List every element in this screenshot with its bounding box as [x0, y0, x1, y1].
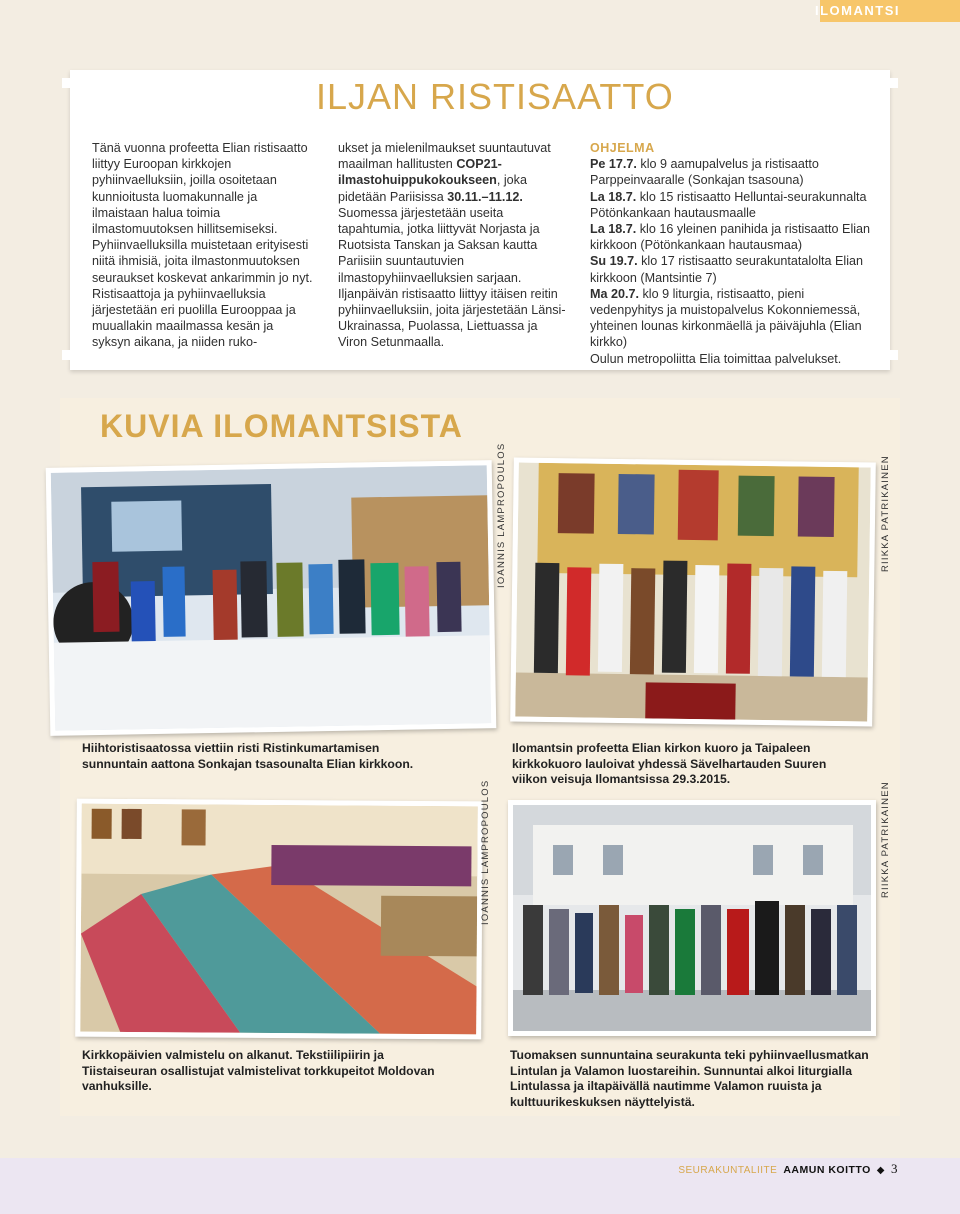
photo-image: [515, 463, 871, 722]
program-heading: OHJELMA: [590, 141, 655, 155]
article-column-1: Tänä vuonna profeetta Elian ristisaatto liittyy Euroopan kirkkojen pyhiinvaelluksiin, joilla osoitetaan kunnioitusta luomakunnalle ja ilmaistaan halua toimia ilmastomuutoksen hillitsemiseksi. Pyhiinvaelluksilla muistetaan erityisesti niitä ihmisiä, joita ilmastonmuutoksen seuraukset koskevat ankarimmin jo nyt. Ristisaattoja ja pyhiinvaelluksia järjestetään eri puolilla Eurooppaa ja muuallakin maailmassa kesän ja syksyn aikana, ja niiden ruko-: [92, 141, 313, 350]
program-day: Su 19.7.: [590, 254, 638, 269]
section-tag: [815, 0, 960, 22]
photo-credit: RIIKKA PATRIKAINEN: [880, 781, 891, 898]
photo-caption: Kirkkopäivien valmistelu on alkanut. Tekstiilipiirin ja Tiistaiseuran osallistujat valmistelivat torkkupeitot Moldovan vanhuksille.: [82, 1048, 435, 1093]
article-text: , joka pidetään Pariisissa: [338, 173, 527, 204]
photo-image: [513, 805, 871, 1031]
program-box: [590, 140, 872, 367]
footer-supplement: SEURAKUNTALIITE: [678, 1165, 778, 1176]
program-text: klo 9 liturgia, ristisaatto, pieni vedenpyhitys ja muistopalvelus Kokonniemessä, yhteinen lounas kirkonmäellä ja päiväjuhla (Elian kirkko): [590, 286, 862, 350]
article-card: [70, 70, 890, 370]
photo-caption: Hiihtoristisaatossa viettiin risti Ristinkumartamisen sunnuntain aattona Sonkajan tsasounalta Elian kirkkoon.: [82, 741, 414, 771]
program-day: La 18.7.: [590, 222, 637, 237]
photo-credit: RIIKKA PATRIKAINEN: [880, 455, 891, 572]
article-title: ILJAN RISTISAATTO: [316, 76, 674, 117]
program-text: klo 15 ristisaatto Helluntai-seurakunnalta Pötönkankaan hautausmaalle: [590, 189, 867, 220]
program-text: klo 9 aamupalvelus ja ristisaatto Parppeinvaaralle (Sonkajan tsasouna): [590, 157, 819, 188]
program-text: klo 16 yleinen panihida ja ristisaatto Elian kirkkoon (Pötönkankaan hautausmaa): [590, 222, 871, 253]
page-number: 3: [891, 1161, 898, 1176]
photo-church-choir: [510, 457, 876, 726]
section-tag-label: ILOMANTSI: [815, 3, 900, 18]
article-column-2: [338, 140, 570, 351]
program-day: Pe 17.7.: [590, 157, 637, 172]
article-emphasis: 30.11.–11.12.: [447, 189, 523, 204]
photo-pilgrimage-group: [508, 800, 876, 1036]
photo-credit: IOANNIS LAMPROPOULOS: [496, 442, 507, 588]
program-item: [590, 189, 872, 221]
card-edge-ornament: [890, 78, 898, 88]
program-item: [590, 221, 872, 253]
footer-line: [678, 1161, 898, 1177]
article-text: Suomessa järjestetään useita tapahtumia, jotka liittyvät Norjasta ja Ruotsista Tanskan ja Saksan kautta Pariisiin suuntautuvien ilmastopyhiinvaelluksien sarjaan. Iljanpäivän ristisaatto liittyy itäisen reitin pyhiinvaelluksiin, joita järjestetään Länsi-Ukrainassa, Puolassa, Liettuassa ja Viron Setunmaalla.: [338, 205, 566, 350]
diamond-icon: ◆: [876, 1165, 885, 1176]
photo-caption: Ilomantsin profeetta Elian kirkon kuoro ja Taipaleen kirkkokuoro lauloivat yhdessä Sävelhartauden Suuren viikon veisuja Ilomantsissa 29.3.2015.: [512, 741, 827, 786]
photo-image: [51, 465, 491, 731]
card-edge-ornament: [62, 78, 70, 88]
photo-image: [80, 804, 478, 1035]
article-emphasis: COP21-ilmastohuippukokoukseen: [338, 157, 502, 188]
program-item: [590, 286, 872, 351]
card-edge-ornament: [890, 350, 898, 360]
program-day: La 18.7.: [590, 189, 637, 204]
program-text: klo 17 ristisaatto seurakuntatalolta Elian kirkkoon (Mantsintie 7): [590, 254, 864, 285]
photo-credit: IOANNIS LAMPROPOULOS: [480, 779, 491, 925]
photo-ski-procession: [46, 460, 497, 736]
program-day: Ma 20.7.: [590, 286, 640, 301]
photo-textile-tables: [75, 799, 483, 1040]
program-item: [590, 253, 872, 285]
photo-caption: Tuomaksen sunnuntaina seurakunta teki pyhiinvaellusmatkan Lintulan ja Valamon luostareihin. Sunnuntai alkoi liturgialla Lintulassa ja iltapäivällä nautimme Valamon ruuista ja kulttuurikeskuksen näyttelyistä.: [510, 1048, 869, 1109]
article-text: ukset ja mielenilmaukset suuntautuvat maailman hallitusten: [338, 141, 551, 172]
footer-brand-logo: AAMUN KOITTO: [783, 1164, 871, 1176]
program-footer: Oulun metropoliitta Elia toimittaa palvelukset.: [590, 351, 842, 366]
photo-section-title: KUVIA ILOMANTSISTA: [100, 408, 463, 444]
card-edge-ornament: [62, 350, 70, 360]
program-item: [590, 156, 872, 188]
